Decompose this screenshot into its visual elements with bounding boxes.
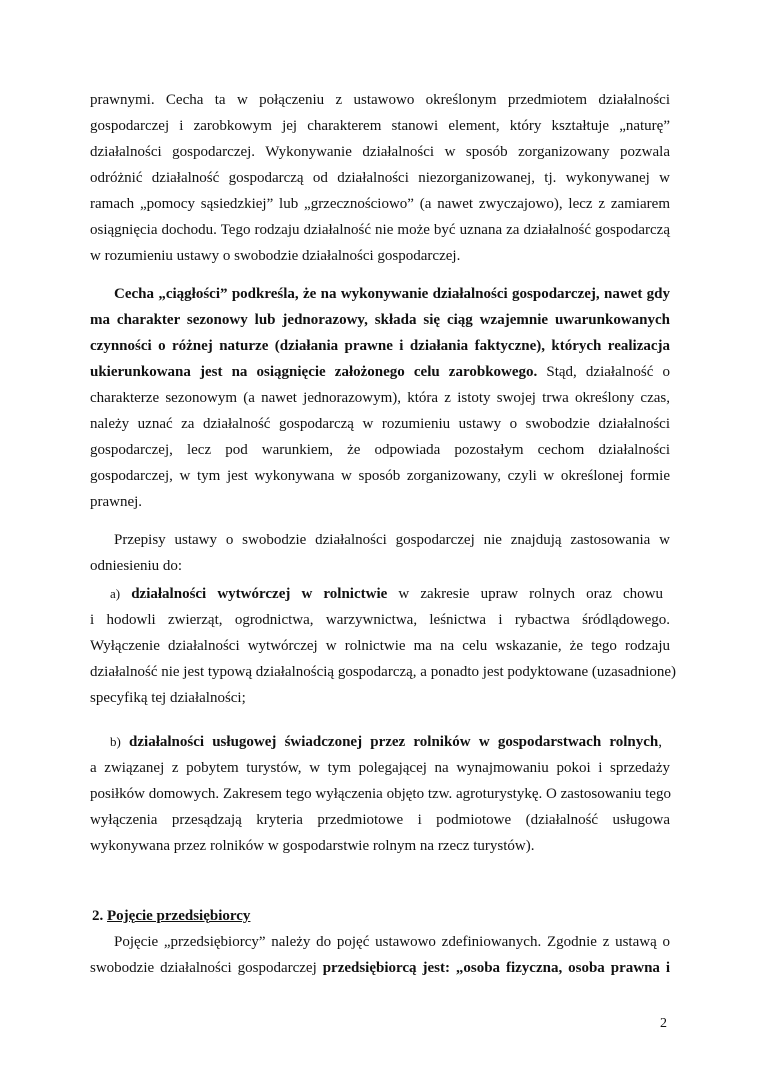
text-line: Przepisy ustawy o swobodzie działalności gospodarczej nie znajdują zastosowania w <box>114 532 670 548</box>
text-line: a związanej z pobytem turystów, w tym polegającej na wynajmowaniu pokoi i sprzedaży <box>90 760 670 776</box>
text-line: odróżnić działalność gospodarczą od działalności niezorganizowanej, tj. wykonywanej w <box>90 170 670 186</box>
section-heading: 2. Pojęcie przedsiębiorcy <box>92 908 251 924</box>
text-line: czynności o różnej naturze (działania prawne i działania faktyczne), których realizacja <box>90 338 670 354</box>
text-line: odniesieniu do: <box>90 558 183 574</box>
text-line: należy uznać za działalność gospodarczą w rozumieniu ustawy o swobodzie działalności <box>90 416 670 432</box>
text-line: charakterze sezonowym (a nawet jednorazowym), która z istoty swojej trwa określony czas, <box>90 390 670 406</box>
list-item-a: a) działalności wytwórczej w rolnictwie w zakresie upraw rolnych oraz chowu <box>110 586 663 602</box>
text-line: swobodzie działalności gospodarczej przedsiębiorcą jest: „osoba fizyczna, osoba prawna i <box>90 960 670 976</box>
list-item-b: b) działalności usługowej świadczonej przez rolników w gospodarstwach rolnych, <box>110 734 662 750</box>
text-line: w rozumieniu ustawy o swobodzie działalności gospodarczej. <box>90 248 461 264</box>
text-line: gospodarczej, lecz pod warunkiem, że odpowiada pozostałym cechom działalności <box>90 442 670 458</box>
text-line: wyłączenia przesądzają kryteria przedmiotowe i podmiotowe (działalność usługowa <box>90 812 670 828</box>
text-line: działalność nie jest typową działalnością gospodarczą, a ponadto jest podyktowane (uzasadnione) <box>90 664 677 680</box>
text-line: prawnymi. Cecha ta w połączeniu z ustawowo określonym przedmiotem działalności <box>90 92 670 108</box>
text-line: prawnej. <box>90 494 143 510</box>
text-line: gospodarczej, w tym jest wykonywana w sposób zorganizowany, czyli w określonej formie <box>90 468 670 484</box>
text-line: działalności gospodarczej. Wykonywanie działalności w sposób zorganizowany pozwala <box>90 144 670 160</box>
text-line: Wyłączenie działalności wytwórczej w rolnictwie ma na celu wskazanie, że tego rodzaju <box>90 638 670 654</box>
text-line: specyfiką tej działalności; <box>90 690 246 706</box>
text-line: ramach „pomocy sąsiedzkiej” lub „grzecznościowo” (a nawet zwyczajowo), lecz z zamiarem <box>90 196 670 212</box>
text-line: osiągnięcia dochodu. Tego rodzaju działalność nie może być uznana za działalność gospodarczą <box>90 222 670 238</box>
text-line: wykonywana przez rolników w gospodarstwie rolnym na rzecz turystów). <box>90 838 535 854</box>
text-line: Cecha „ciągłości” podkreśla, że na wykonywanie działalności gospodarczej, nawet gdy <box>114 286 670 302</box>
text-line: ukierunkowana jest na osiągnięcie założonego celu zarobkowego. Stąd, działalność o <box>90 364 670 380</box>
text-line: gospodarczej i zarobkowym jej charakterem stanowi element, który kształtuje „naturę” <box>90 118 670 134</box>
text-line: i hodowli zwierząt, ogrodnictwa, warzywnictwa, leśnictwa i rybactwa śródlądowego. <box>90 612 670 628</box>
page-number: 2 <box>660 1016 667 1031</box>
text-line: Pojęcie „przedsiębiorcy” należy do pojęć ustawowo zdefiniowanych. Zgodnie z ustawą o <box>114 934 670 950</box>
text-line: posiłków domowych. Zakresem tego wyłączenia objęto tzw. agroturystykę. O zastosowaniu tego <box>90 786 671 802</box>
text-line: ma charakter sezonowy lub jednorazowy, składa się ciąg wzajemnie uwarunkowanych <box>90 312 670 328</box>
